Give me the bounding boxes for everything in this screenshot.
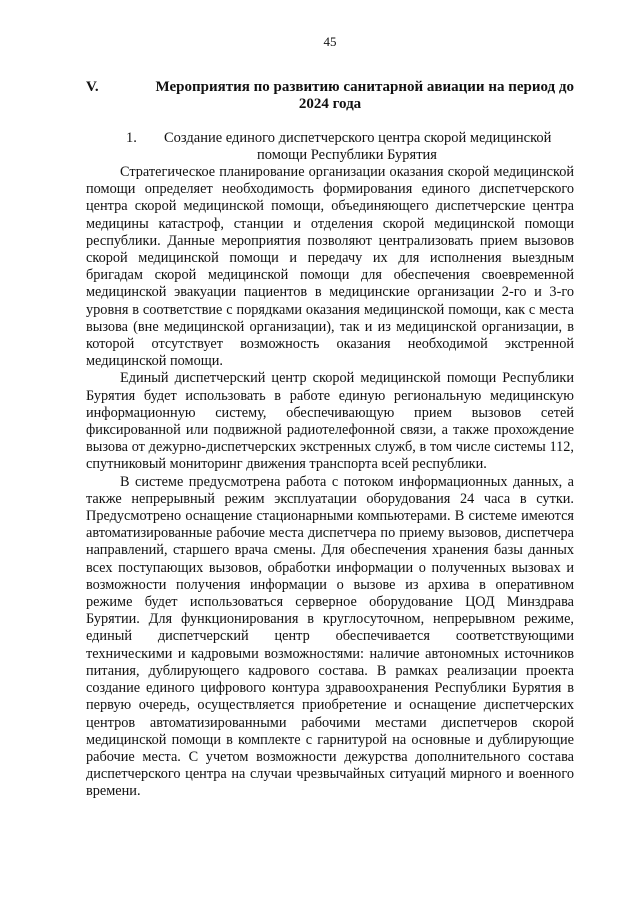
section-number: V. [86, 79, 99, 95]
paragraph: Единый диспетчерский центр скорой медицинской помощи Республики Бурятия будет использовать в работе единую региональную медицинскую информационную систему, обеспечивающую прием вызовов сетей фиксированной или подвижной радиотелефонной связи, а также прохождение вызова от дежурно-диспетчерских экстренных служб, в том числе системы 112, спутниковый мониторинг движения транспорта всей республики. [86, 370, 574, 473]
subsection-title-line1: Создание единого диспетчерского центра скорой медицинской [164, 130, 552, 146]
subsection-heading-line1 [86, 130, 574, 147]
section-heading [86, 79, 574, 113]
paragraph: Стратегическое планирование организации оказания скорой медицинской помощи определяет необходимость формирования единого диспетчерского центра скорой медицинской помощи, объединяющего диспетчерские центра медицины катастроф, станции и отделения скорой медицинской помощи республики. Данные мероприятия позволяют централизовать прием вызовов скорой медицинской помощи и передачу их для исполнения выездным бригадам скорой медицинской помощи для обеспечения своевременной медицинской эвакуации пациентов в медицинские организации 2-го и 3-го уровня в соответствие с порядками оказания медицинской помощи, как с места вызова (вне медицинской организации), так и из медицинской организации, в которой отсутствует возможность оказания необходимой экстренной медицинской помощи. [86, 164, 574, 370]
section-title-line1: Мероприятия по развитию санитарной авиации на период до [155, 79, 574, 95]
body-text [86, 164, 574, 801]
subsection-heading [86, 130, 574, 164]
section-title-line2: 2024 года [298, 96, 362, 112]
page-number: 45 [323, 34, 337, 49]
section-heading-line1 [86, 79, 574, 96]
subsection-title-line2: помощи Республики Бурятия [257, 147, 437, 163]
paragraph: В системе предусмотрена работа с потоком информационных данных, а также непрерывный режим эксплуатации оборудования 24 часа в сутки. Предусмотрено оснащение стационарными компьютерами. В системе имеются автоматизированные рабочие места диспетчера по приему вызовов, диспетчера направлений, старшего врача смены. Для обеспечения хранения базы данных всех поступающих вызовов, обработки информации о полученных вызовах и возможности получения информации о вызове из архива в оперативном режиме будет использоваться серверное оборудование ЦОД Минздрава Бурятии. Для функционирования в круглосуточном, непрерывном режиме, единый диспетчерский центр обеспечивается соответствующими техническими и кадровыми возможностями: наличие автономных источников питания, дублирующего кадрового состава. В рамках реализации проекта создание единого цифрового контура здравоохранения Республики Бурятия в первую очередь, осуществляется приобретение и оснащение диспетчерских центров автоматизированными рабочими местами диспетчеров скорой медицинской помощи в комплекте с гарнитурой на основные и дублирующие рабочие места. С учетом возможности дежурства дополнительного состава диспетчерского центра на случаи чрезвычайных ситуаций мирного и военного времени. [86, 473, 574, 800]
subsection-number: 1. [126, 130, 137, 146]
